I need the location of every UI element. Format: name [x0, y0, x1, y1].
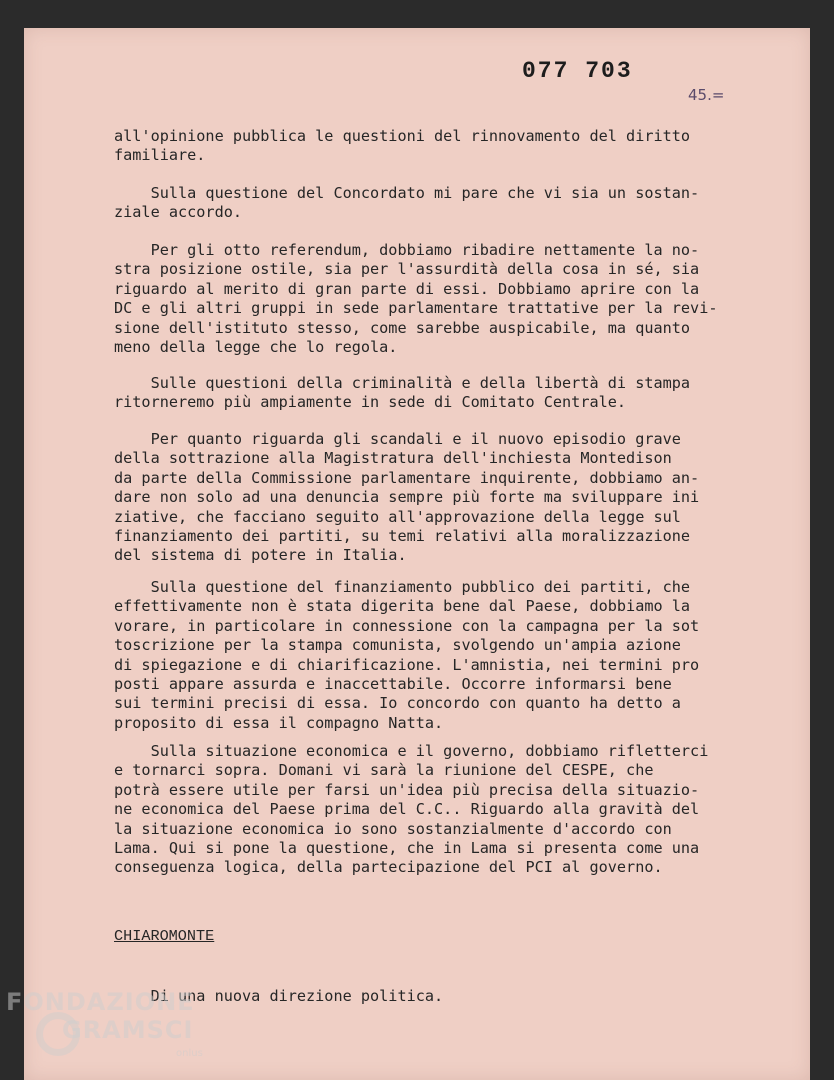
watermark-line-1: FONDAZIONE — [6, 988, 195, 1016]
page-number: 077 703 — [522, 58, 633, 84]
watermark-line-2: GRAMSCI — [62, 1016, 194, 1044]
paragraph-7: Sulla situazione economica e il governo, dobbiamo rifletterci e tornarci sopra. Domani vi sarà la riunione del CESPE, che potrà essere utile per farsi un'idea più precisa della situazio- ne economica del Paese prima del C.C.. Riguardo alla gravità del la situazione economica io sono sostanzialmente d'accordo con Lama. Qui si pone la questione, che in Lama si presenta come una conseguenza logica, della partecipazione del PCI al governo. — [114, 742, 709, 877]
paragraph-1: all'opinione pubblica le questioni del rinnovamento del diritto familiare. — [114, 127, 691, 165]
watermark-line-3: onlus — [176, 1048, 203, 1059]
paragraph-4: Sulle questioni della criminalità e della libertà di stampa ritorneremo più ampiamente in sede di Comitato Centrale. — [114, 374, 691, 412]
speaker-name: CHIAROMONTE — [114, 927, 215, 945]
closing-line: Di una nuova direzione politica. — [114, 987, 444, 1005]
paragraph-5: Per quanto riguarda gli scandali e il nuovo episodio grave della sottrazione alla Magistratura dell'inchiesta Montedison da parte della Commissione parlamentare inquirente, dobbiamo an- dare non solo ad una denuncia sempre più forte ma sviluppare ini ziative, che facciano seguito all'approvazione della legge sul finanziamento dei partiti, su temi relativi alla moralizzazione del sistema di potere in Italia. — [114, 430, 700, 565]
handwritten-page-annotation: 45.= — [688, 86, 725, 104]
paragraph-6: Sulla questione del finanziamento pubblico dei partiti, che effettivamente non è stata digerita bene dal Paese, dobbiamo la vorare, in particolare in connessione con la campagna per la sot toscrizione per la stampa comunista, svolgendo un'ampia azione di spiegazione e di chiarificazione. L'amnistia, nei termini pro posti appare assurda e inaccettabile. Occorre informarsi bene sui termini precisi di essa. Io concordo con quanto ha detto a proposito di essa il compagno Natta. — [114, 578, 700, 732]
fondazione-gramsci-watermark — [6, 988, 226, 1080]
paragraph-2: Sulla questione del Concordato mi pare che vi sia un sostan- ziale accordo. — [114, 184, 700, 222]
paragraph-3: Per gli otto referendum, dobbiamo ribadire nettamente la no- stra posizione ostile, sia per l'assurdità della cosa in sé, sia riguardo al merito di gran parte di essi. Dobbiamo aprire con la DC e gli altri gruppi in sede parlamentare trattative per la revi- sione dell'istituto stesso, come sarebbe auspicabile, ma quanto meno della legge che lo regola. — [114, 241, 718, 357]
